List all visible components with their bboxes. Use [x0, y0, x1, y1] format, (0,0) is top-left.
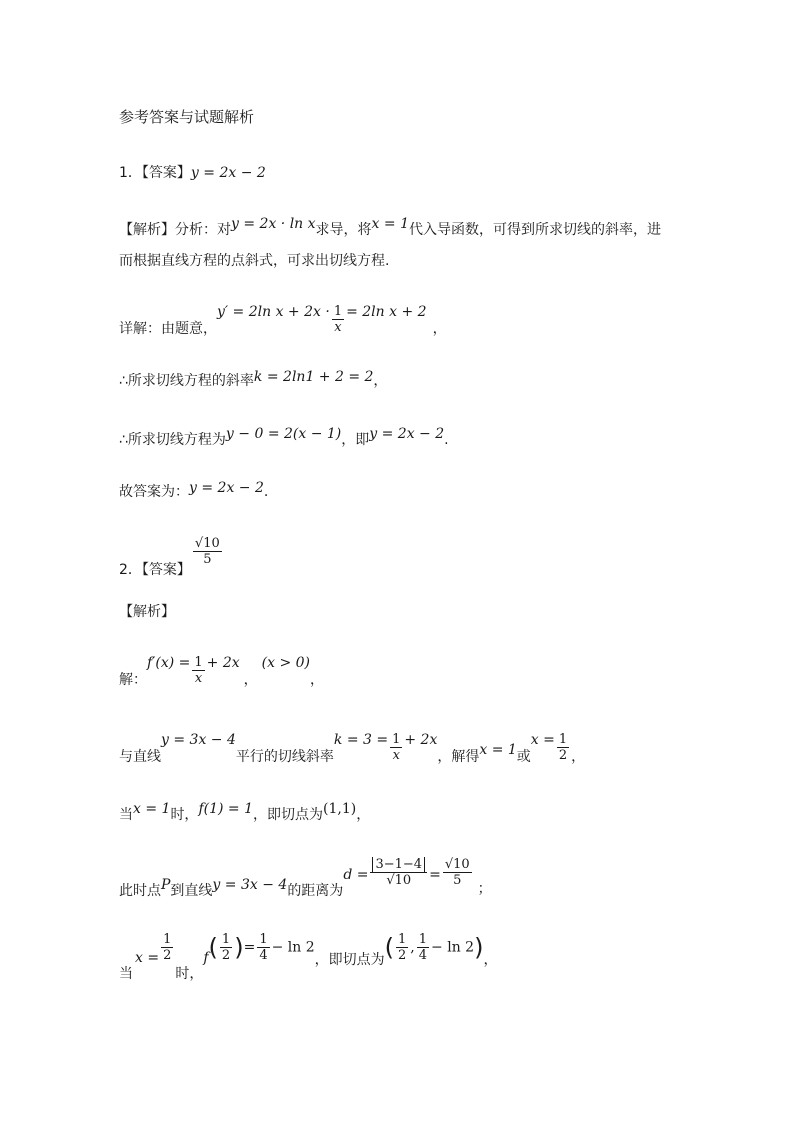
- frac-den: √10: [386, 873, 412, 888]
- q2-k-rhs: + 2x: [404, 732, 438, 748]
- frac-den: 2: [163, 948, 172, 963]
- q2-analysis-tag: 【解析】: [119, 604, 175, 620]
- q2-k-lhs: k = 3 =: [333, 732, 389, 748]
- frac-num: 1: [259, 932, 268, 947]
- comma-sep: ,: [410, 939, 415, 956]
- q1-slope-comma: ，: [373, 373, 388, 389]
- q2-when2-x: x =: [135, 949, 160, 966]
- frac-den: 5: [203, 552, 212, 567]
- q2-line-eq: y = 3x − 4: [161, 732, 236, 748]
- q2-semicolon: ；: [477, 881, 492, 897]
- frac-den: 2: [558, 748, 568, 763]
- q1-analysis-lead: 分析：对: [175, 222, 231, 238]
- q1-answer: y = 2x − 2: [190, 165, 266, 181]
- q2-when-lead: 当: [119, 807, 133, 823]
- q1-function: y = 2x · ln x: [231, 216, 316, 232]
- q2-d-eq: =: [429, 867, 441, 883]
- q2-x2-lhs: x =: [530, 732, 555, 748]
- q2-pt2-afrac: [396, 933, 408, 962]
- q1-deriv-lhs: y′ = 2ln x + 2x ·: [217, 304, 330, 320]
- q1-equation-line: [119, 426, 449, 448]
- q2-when-line: [119, 801, 371, 823]
- q2-or: 或: [516, 749, 531, 765]
- q1-slope-lead: ∴所求切线方程的斜率: [119, 373, 254, 389]
- q2-point-P: P: [161, 877, 171, 893]
- q2-tangent-lead: ，即切点为: [253, 807, 323, 823]
- q2-when2-frac: [161, 933, 173, 962]
- q1-slope-expr: k = 2ln1 + 2 = 2: [253, 369, 374, 385]
- q1-final-line: [119, 480, 269, 500]
- q2-fp-rhs: + 2x: [206, 655, 240, 671]
- q1-eq-lead: ∴所求切线方程为: [119, 432, 226, 448]
- q2-comma2: ，: [310, 672, 324, 688]
- frac-den: 2: [221, 948, 231, 963]
- frac-num: [370, 858, 427, 873]
- q1-deriv-frac: [332, 305, 344, 334]
- q1-period: .: [444, 432, 449, 448]
- q2-sol-lead: 解：: [119, 672, 147, 688]
- frac-num: 1: [333, 304, 343, 319]
- frac-num: 1: [418, 932, 428, 947]
- q2-pt2-rest: − ln 2: [431, 939, 475, 956]
- q2-k-frac: [390, 733, 402, 762]
- q2-d-lhs: d =: [343, 867, 369, 883]
- frac-num: 1: [221, 932, 231, 947]
- q1-detail-line: [119, 304, 447, 337]
- q2-fh-frac: [220, 933, 232, 962]
- page-title: 参考答案与试题解析: [119, 108, 255, 126]
- q2-comma3: ，: [571, 749, 586, 765]
- q2-x1: x = 1: [479, 742, 517, 758]
- q2-when-x: x = 1: [133, 801, 171, 817]
- q2-solve: ，解得: [437, 749, 480, 765]
- q1-deriv-rhs: = 2ln x + 2: [346, 304, 427, 320]
- q1-analysis-line2: 而根据直线方程的点斜式，可求出切线方程.: [119, 253, 390, 269]
- frac-num: 1: [398, 932, 407, 947]
- q2-pt2-bfrac: [417, 933, 429, 962]
- q2-fp-lhs: f′(x) =: [147, 655, 191, 671]
- q2-when2-lead: 当: [119, 965, 133, 982]
- q2-fh-f: f: [203, 949, 209, 966]
- frac-num: 1: [558, 732, 568, 747]
- q2-answer-line: [119, 536, 224, 578]
- q1-final-answer: y = 2x − 2: [189, 480, 264, 496]
- q2-d-frac: [370, 858, 427, 887]
- q2-dist-line: y = 3x − 4: [212, 877, 288, 893]
- q2-par-mid: 平行的切线斜率: [235, 749, 334, 765]
- frac-den: x: [334, 320, 342, 335]
- q2-dist-of: 的距离为: [287, 883, 344, 899]
- q2-fh-rest: − ln 2: [271, 939, 315, 956]
- q2-fp-frac: [192, 656, 204, 685]
- frac-den: 2: [398, 948, 407, 963]
- q2-comma5: ，: [483, 951, 498, 968]
- q2-solution-line: [119, 655, 324, 688]
- q2-comma4: ，: [356, 807, 371, 823]
- q2-pt2-lead: ，即切点为: [314, 951, 385, 968]
- q1-head: 1．【答案】: [119, 165, 191, 181]
- q1-xval: x = 1: [371, 216, 409, 232]
- paren-right2: ): [474, 933, 484, 962]
- frac-num: 1: [194, 655, 203, 670]
- paren-left: (: [208, 933, 218, 962]
- frac-num: √10: [194, 536, 220, 551]
- q1-eq-mid: ，即: [341, 432, 370, 448]
- q2-fh-rfrac: [257, 933, 269, 962]
- frac-den: 5: [453, 873, 462, 888]
- abs-value: 3−1−4: [372, 857, 425, 872]
- frac-den: 4: [418, 948, 428, 963]
- q2-fh-eq: =: [243, 939, 256, 956]
- q1-comma: ，: [432, 321, 447, 337]
- q2-dist-to: 到直线: [170, 883, 213, 899]
- paren-left2: (: [384, 933, 395, 962]
- frac-num: √10: [444, 857, 470, 872]
- q1-text1: 求导，将: [315, 222, 372, 238]
- q1-detail-lead: 详解：由题意，: [119, 321, 217, 337]
- q1-slope-line: [119, 369, 388, 389]
- q1-answer-line: [119, 166, 266, 180]
- q1-final-period: .: [263, 484, 269, 500]
- paren-right: ): [234, 933, 244, 962]
- frac-den: x: [194, 671, 203, 686]
- q2-head: 2．【答案】: [119, 562, 191, 578]
- q2-when2-line: [119, 932, 498, 982]
- q2-distance-line: [119, 857, 492, 899]
- q2-comma: ，: [243, 672, 258, 688]
- q1-eq-result: y = 2x − 2: [369, 426, 445, 442]
- q2-when-shi: 时，: [170, 807, 199, 823]
- q1-analysis-line1: [119, 216, 661, 238]
- q2-point1: (1,1): [323, 801, 357, 817]
- q1-analysis-tag: 【解析】: [119, 222, 175, 238]
- q1-eq-expr: y − 0 = 2(x − 1): [225, 426, 342, 442]
- frac-den: x: [392, 748, 400, 763]
- frac-num: 1: [392, 732, 401, 747]
- q1-text2: 代入导函数，可得到所求切线的斜率，进: [408, 222, 661, 238]
- frac-den: 4: [259, 948, 268, 963]
- q2-domain: (x > 0): [261, 655, 310, 671]
- q2-d-rfrac: [443, 858, 472, 887]
- q2-when2-shi: 时，: [175, 965, 204, 982]
- q2-x2-frac: [557, 733, 569, 762]
- q2-f1: f(1) = 1: [198, 801, 253, 817]
- q2-parallel-line: [119, 732, 586, 765]
- q1-final-lead: 故答案为：: [119, 484, 189, 500]
- q2-par-lead: 与直线: [119, 749, 161, 765]
- frac-num: 1: [163, 932, 172, 947]
- q2-answer-frac: [193, 537, 222, 566]
- q2-dist-lead: 此时点: [119, 883, 161, 899]
